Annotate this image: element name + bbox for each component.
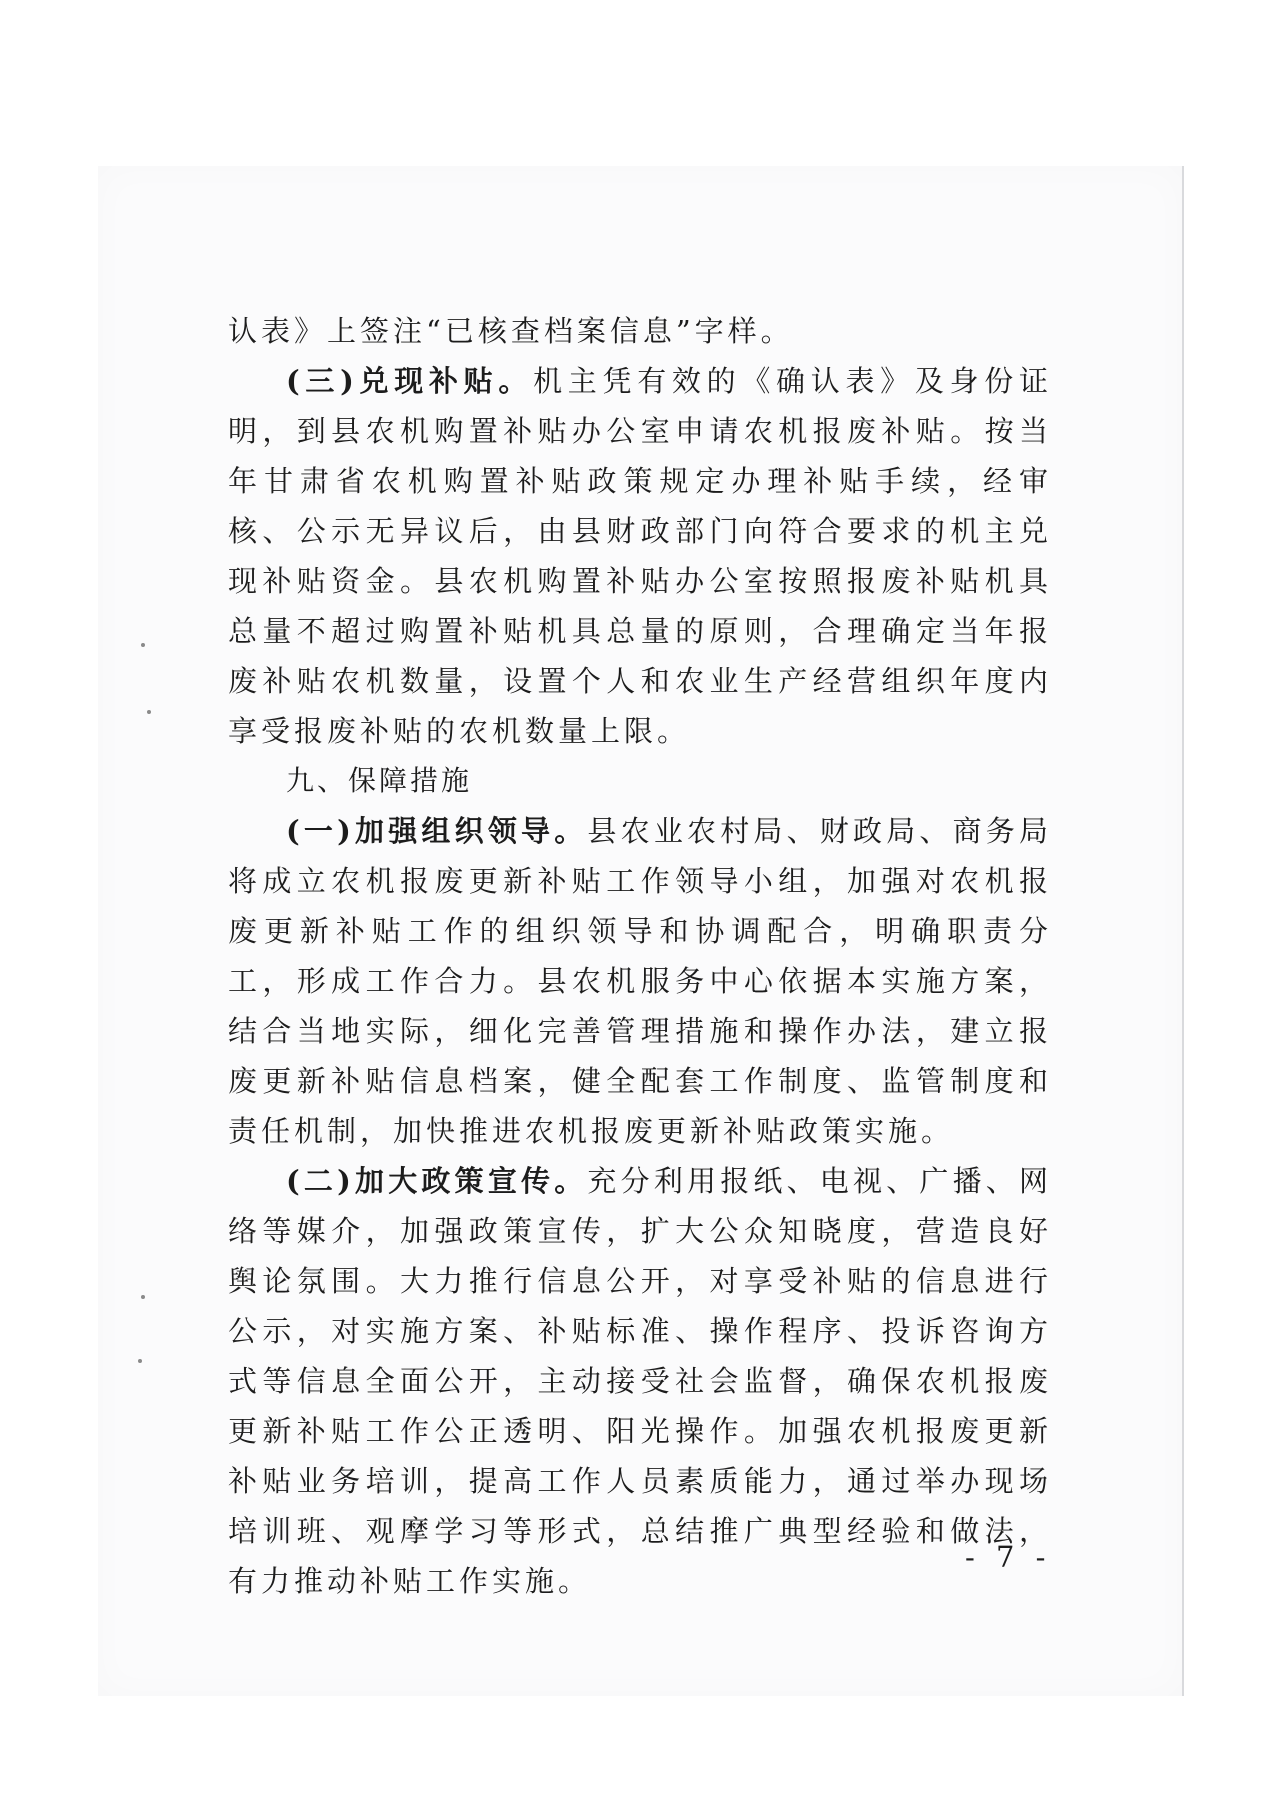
body-text bbox=[228, 306, 1052, 1606]
scan-speck bbox=[141, 643, 145, 647]
scan-speck bbox=[141, 1295, 145, 1299]
paragraph-text: 认表》上签注“已核查档案信息”字样。 bbox=[228, 314, 794, 348]
section-heading: 九、保障措施 bbox=[286, 764, 473, 797]
scan-speck bbox=[147, 710, 151, 714]
paragraph-text: 充分利用报纸、电视、广播、网络等媒介，加强政策宣传，扩大公众知晓度，营造良好舆论氛围。大力推行信息公开，对享受补贴的信息进行公示，对实施方案、补贴标准、操作程序、投诉咨询方式等信息全面公开，主动接受社会监督，确保农机报废更新补贴工作公正透明、阳光操作。加强农机报废更新补贴业务培训，提高工作人员素质能力，通过举办现场培训班、观摩学习等形式，总结推广典型经验和做法，有力推动补贴工作实施。 bbox=[228, 1164, 1052, 1598]
paragraph-lead: (二)加大政策宣传。 bbox=[286, 1164, 588, 1198]
paragraph-text: 县农业农村局、财政局、商务局将成立农机报废更新补贴工作领导小组，加强对农机报废更新补贴工作的组织领导和协调配合，明确职责分工，形成工作合力。县农机服务中心依据本实施方案，结合当地实际，细化完善管理措施和操作办法，建立报废更新补贴信息档案，健全配套工作制度、监管制度和责任机制，加快推进农机报废更新补贴政策实施。 bbox=[228, 814, 1052, 1148]
paragraph-cash-subsidy bbox=[228, 356, 1052, 756]
paragraph-lead: (一)加强组织领导。 bbox=[286, 814, 588, 848]
page-number: - 7 - bbox=[965, 1540, 1052, 1574]
paragraph-lead: (三)兑现补贴。 bbox=[286, 364, 534, 398]
paragraph-organization bbox=[228, 806, 1052, 1156]
paragraph-publicity bbox=[228, 1156, 1052, 1606]
paragraph-confirmation-note bbox=[228, 306, 1052, 356]
paragraph-text: 机主凭有效的《确认表》及身份证明，到县农机购置补贴办公室申请农机报废补贴。按当年甘肃省农机购置补贴政策规定办理补贴手续，经审核、公示无异议后，由县财政部门向符合要求的机主兑现补贴资金。县农机购置补贴办公室按照报废补贴机具总量不超过购置补贴机具总量的原则，合理确定当年报废补贴农机数量，设置个人和农业生产经营组织年度内享受报废补贴的农机数量上限。 bbox=[228, 364, 1052, 748]
scan-speck bbox=[138, 1359, 142, 1363]
